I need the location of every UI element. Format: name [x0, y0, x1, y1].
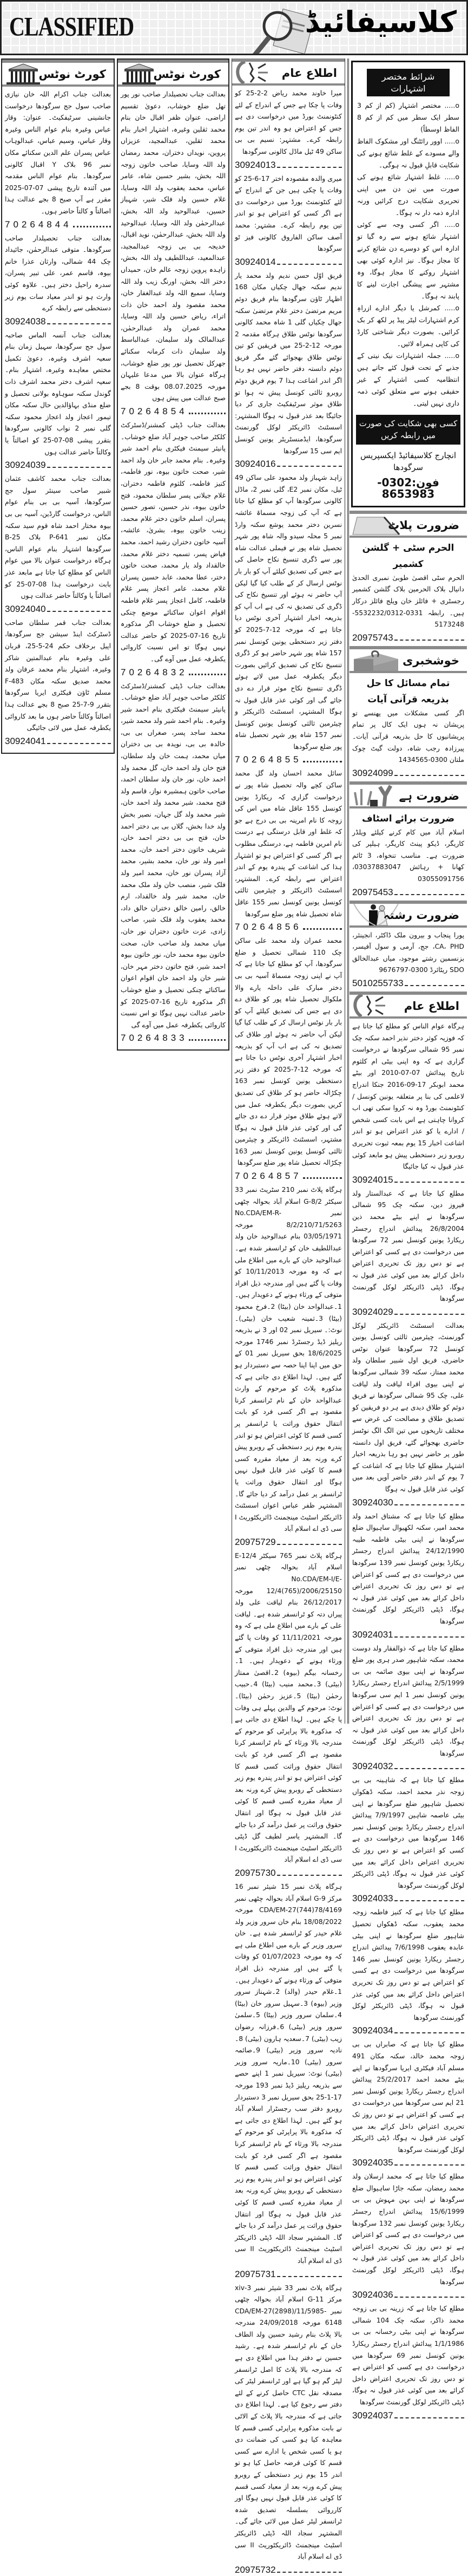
code-leader-line — [189, 1039, 226, 1041]
classified-ad — [235, 173, 342, 268]
ad-reference-code — [352, 886, 464, 898]
ad-reference-code — [5, 459, 111, 471]
ad-code-number: 70264832 — [121, 667, 188, 677]
right-column — [347, 58, 467, 2421]
code-leader-line — [394, 1182, 464, 1183]
classified-ad — [235, 2282, 342, 2576]
ad-code-number: 30924036 — [352, 2290, 393, 2300]
classified-ad — [352, 1775, 464, 1905]
code-leader-line — [394, 2164, 464, 2166]
section-header-right1 — [350, 646, 467, 673]
ad-code-number: 70264854 — [121, 406, 188, 417]
ad-body: ہرگاہ پلاٹ نمبر 15 شیئر نمبر 16 مرکز G-9 اسلام آباد بحوالہ چٹھی نمبر CDA/EM-27(744)78/4169 مورخہ 18/08/2022 بنام خان سرور وزیر ولد غلام حیدر کو ٹرانسفر شدہ ہے۔ خان سرور وزیر کے بارے میں اطلاع ملی ہے کہ وہ مورخہ 01/07/2023 کو وفات پا گئے ہیں اور مندرجہ ذیل افراد متوفی کے ورثاء ہونے کے دعویدار ہیں۔ 1۔غلام حیدر (والد) 2۔شہناز سرور وزیر (بیوہ) 3۔سہیل سرور خان (بیٹا) 4۔سلمان سرور وزیر (بیٹا) 5۔سلمیٰ سرور وزیر (بیٹی) 6۔فرزانہ رضوان زیب (بیٹی) 7۔سعدیہ ہارون (بیٹی) 8۔نادیہ سرور وزیر (بیٹی) 9۔صائمہ سرور (بیٹی) 10۔ماریہ سرور وزیر (بیٹی) نوٹ: سیریل نمبر 1 اپنے حصے سے بذریعہ ریلیز ڈیڈ نمبر 193 مورخہ 17-1-25 بحق سیریل نمبر 3 دستبردار روبرو دفتر سب رجسٹرار اسلام آباد ہو گئے ہیں۔ لہذا اطلاع دی جاتی ہے کہ مذکورہ بالا پراپرٹی کو مرحوم کے مندرجہ بالا ورثاء کے نام ٹرانسفر کرنا مقصود ہے اگر کسی فرد کو بابت انتقال حقوق وراثت کسی قسم کا کوئی اعتراض ہو تو اندر پندرہ یوم زیر دستخطی کے روبرو پیش کرے ورنہ بعد از معیاد مقررہ کسی قسم کا کوئی عذر قابل قبول نہ ہوگا اور انتقال حقوق وراثت پر عمل درآمد کر دیا جائے گا۔ المشتہر سجاد اللہ ڈپٹی ڈائریکٹر اسٹیٹ مینجمنٹ ڈائریکٹوریٹ II سی ڈی اے اسلام آباد — [235, 1882, 342, 2265]
ad-body: الحرم سٹی اقصیٰ طوبیٰ نمبری الحدیٰ دانیال بلاک الحرمین بلاک گلشن کشمیر رجسٹری + فائلز خان ویلج فائلز درکار ہیں۔ رابطہ 0331-5532232/0312-5173248 — [352, 573, 464, 629]
classified-ad — [352, 1320, 464, 1509]
ad-code-number: 20975453 — [352, 886, 393, 897]
code-leader-line — [277, 466, 342, 467]
code-leader-line — [277, 167, 342, 168]
classified-ad — [352, 572, 464, 644]
ad-reference-code — [235, 159, 342, 171]
terms-list — [357, 100, 459, 409]
classified-ad — [235, 1184, 342, 1548]
code-leader-line — [47, 743, 111, 744]
ad-reference-code — [235, 458, 342, 470]
incharge-label: انچارج کلاسیفائیڈ ایکسپریس سرگودھا — [360, 451, 457, 472]
code-leader-line — [73, 226, 111, 227]
ad-body: مطلع کیا جاتا ہے کہ مشتاق احمد ولد محمد امیر، سکنہ لکھیوال ساہیوال ضلع سرگودھا نے اپنی بیٹی فاطمہ طیبہ 24/12/1990 پیدائش اندراج رجسٹر ریکارڈ یونین کونسل نمبر 139 سرگودھا میں درخواست دی ہے کسی کو اعتراض ہے تو دس روز تک تحریری اعتراض داخل کرائے بعد میں کوئی عذر قبول نہ ہوگا، ڈپٹی ڈائریکٹر لوکل گورنمنٹ سرگودھا — [352, 1512, 465, 1625]
section-header-right0 — [350, 511, 467, 538]
ad-body: فریق اوّل حسن ندیم ولد محمد یار ندیم سکنہ جھال چکیاں مکان 168 اظہار ٹاؤن سرگودھا بنام فریق دوئم مریم مرتضیٰ دختر غلام مرتضیٰ سکنہ جھال چکیاں گلی 1 شاہ محمد کالونی سرگودھا نوٹس طلاق ہرگاہ مقدمہ 2 مورخہ 12-2-25 میں فریقین کو تین نوٹس طلاق بھجوائے گئے مگر فریق دوئم دانستہ دفتر حاضر نہیں ہو رہا اگر اندر اشاعت ہذا 7 یوم فریق دوئم روبرو ثالثی کونسل پیش نہ ہوا تو طلاق موثر سرٹیفکیٹ جاری کر دیا جائیگا بعد عذر قبول نہ ہوگا المشتہر: اسسٹنٹ ڈائریکٹر لوکل گورنمنٹ سرگودھا، ایڈمنسٹریٹر یونین کونسل ایم سی 15 سرگودھا — [235, 271, 342, 455]
classified-ad — [5, 89, 111, 231]
ad-body: میری والدہ مقصودہ اختر 17-6-25 کو وفات پا چکی ہیں جن کے اندراج کے لئے کنٹونمنٹ بورڈ میں درخواست دی ہے اگر کسی کو اعتراض ہو تو اندر تین یوم رابطہ کرے۔ مشتہر: محمد آصف ساکن الفاروق کالونی فیز ٹو سرگودھا — [235, 174, 342, 253]
ad-reference-code — [352, 767, 464, 779]
ad-code-number: 20975730 — [235, 1867, 276, 1878]
ad-reference-code — [352, 1629, 464, 1641]
section-title: اطلاع عام — [404, 1000, 459, 1013]
ad-reference-code — [352, 2157, 464, 2169]
ad-code-number: 30924037 — [352, 2410, 393, 2421]
code-leader-line — [405, 985, 464, 986]
section-title: ضرورت پلاٹ — [388, 518, 459, 532]
ad-body: مطلع کیا جاتا ہے کہ ذوالفقار ولد دوست محمد، سکنہ شاہپور صدر ہری پور ضلع سرگودھا نے اپنی بیوی صائمہ بی بی 2/5/1999 پیدائش اندراج رجسٹر ریکارڈ یونین کونسل نمبر 1 ایم سی سرگودھا میں درخواست دی ہے کسی کو اعتراض ہے تو دس روز تک تحریری اعتراض داخل کرائے بعد میں کوئی عذر قبول نہ ہوگا، ڈپٹی ڈائریکٹر لوکل گورنمنٹ سرگودھا — [352, 1644, 465, 1757]
code-leader-line — [394, 2297, 464, 2298]
ad-reference-code — [235, 754, 342, 766]
classified-ad — [121, 681, 226, 1045]
ad-code-number: 70264857 — [235, 1171, 302, 1182]
ad-body: محمد عمران ولد محمد علی ساکن چک 110 شمالی تحصیل و ضلع سرگودھا، آپ کو مطلع کیا جاتا ہے کہ آپ نے اپنی زوجہ مسماۃ آسیہ بی بی دختر مبارک علی داخلہ یارے والا ملکوال تحصیل شاہ پور کو طلاق دے دی ہے جس کی تصدیق کیلئے آپ کو بار بار نوٹس ارسال کر کے طلب کیا گیا لیکن آپ حاضر نہ ہوئے اور طلاق کی تصدیق نہ کی ہے اب آپ کو بذریعہ اخبار اشتہار آخری نوٹس دیا جاتا ہے کہ مورخہ 12-7-2025 کو دفتر زیر دستخطی یونین کونسل نمبر 163 چکڑالہ حاضر ہو کر طلاق کی تصدیق کریں بصورت دیگر یکطرفہ عمل میں لاتے ہوئے طلاق موثر قرار دے دی جائے گی اور کوئی عذر قابل قبول نہ ہوگا مشتہر، اسسٹنٹ ڈائریکٹر و چیئرمین ثالثی کونسل یونین کونسل نمبر 163 چکڑالہ تحصیل شاہ پور ضلع سرگودھا — [235, 937, 342, 1167]
code-leader-line — [189, 413, 226, 414]
ad-code-number: 30924032 — [352, 1761, 393, 1772]
section-title: ضرورت رشتہ — [383, 908, 459, 922]
ad-body: مطلع کیا جاتا ہے کہ عبدالستار ولد فیروز دین، سکنہ چک 95 شمالی سرگودھا نے اپنے بیٹے محمد ذین 26/8/2004 پیدائش اندراج رجسٹر ریکارڈ یونین کونسل نمبر 72 سرگودھا میں درخواست دی ہے کسی کو اعتراض ہے تو دس روز تک تحریری اعتراض داخل کرائے بعد میں کوئی عذر قبول نہ ہوگا، ڈپٹی ڈائریکٹر لوکل گورنمنٹ سرگودھا — [352, 1189, 464, 1303]
code-leader-line — [303, 928, 342, 930]
ad-reference-code — [5, 316, 111, 328]
ad-reference-code — [352, 1306, 464, 1318]
section-headline: تمام مسائل کا حل بذریعہ قرآنی آیات — [366, 677, 450, 705]
code-leader-line — [47, 467, 111, 468]
ad-reference-code — [235, 1170, 342, 1182]
ad-code-number: 70264856 — [235, 922, 302, 932]
ad-body: سائل محمد احسان ولد گل محمد ساکن کچے والہ تحصیل شاہ پور نے درخواست گزاری کہ ریکارڈ یونین کونسل 155 عاقل شاہ میں اس کی زوجہ کا نام امرینہ بی بی درج ہے جو کہ غلط اور قابل درستگی ہے درست نام امرین فاطمہ ہے، درستگی مطلوب ہے اگر کسی کو اعتراض ہو تو اشتہار ہذا کی اشاعت کے پندرہ یوم کے اندر اعتراض سے رابطہ کرے۔ المشتہر، اسسٹنٹ ڈائریکٹر و چیئرمین ثالثی کونسل یونین کونسل نمبر 155 عاقل شاہ تحصیل شاہ پور ضلع سرگودھا — [235, 769, 342, 918]
section-header-right3 — [350, 901, 467, 928]
ad-reference-code — [235, 256, 342, 268]
code-leader-line — [394, 2032, 464, 2033]
ad-reference-code — [5, 219, 111, 231]
ad-body: مطلع کیا جاتا ہے کہ زرینہ بی بی زوجہ محمد ذاکر، سکنہ چک 104 شمالی سرگودھا نے اپنی بیٹی رخسانہ بی بی 1/1/1986 پیدائش اندراج رجسٹر ریکارڈ یونین کونسل نمبر 69 سرگودھا میں درخواست دی ہے کسی کو اعتراض ہے تو دس روز تک تحریری اعتراض داخل کرائے بعد میں کوئی عذر قبول نہ ہوگا، ڈپٹی ڈائریکٹر لوکل گورنمنٹ سرگودھا — [352, 2305, 465, 2406]
ad-body: مطلع کیا جاتا ہے کہ کنیز فاطمہ زوجہ محمد یعقوب، سکنہ ڈھکواں تحصیل شاہپور ضلع سرگودھا نے اپنی بیٹی عابدہ یعقوب 7/6/1998 پیدائش اندراج رجسٹر ریکارڈ یونین کونسل نمبر 146 سرگودھا میں درخواست دی ہے کسی کو اعتراض ہے تو دس روز تک تحریری اعتراض داخل کرائے بعد میں کوئی عذر قبول نہ ہوگا، ڈپٹی ڈائریکٹر لوکل گورنمنٹ سرگودھا — [352, 1908, 464, 2021]
ad-code-number: 30924035 — [352, 2157, 393, 2168]
ad-reference-code — [5, 735, 111, 747]
court-notice-column-2 — [117, 58, 229, 1051]
terms-item: o..... جملہ اشتہارات نیک نیتی کے جذبے کے تحت قبول کئے جاتے ہیں انتظامیہ کسی اشتہار کے غیر حقیقی ہونے سے متعلق کوئی ذمہ داری نہیں لیتی۔ — [357, 350, 459, 409]
section-header-col2 — [232, 58, 345, 86]
code-leader-line — [394, 640, 464, 641]
classified-ad — [235, 1881, 342, 2280]
classified-ad — [235, 1550, 342, 1879]
classified-ad — [352, 1188, 464, 1318]
ad-reference-code — [235, 921, 342, 933]
ad-code-number: 20975743 — [352, 632, 393, 643]
classified-ad — [352, 1907, 464, 2037]
ad-code-number: 30924040 — [5, 603, 46, 614]
ad-reference-code — [121, 1032, 226, 1044]
ad-body: بعدالت جناب محمد کاشف عثمان شبیر صاحب سینئر سول جج سرگودھا، آسیہ بی بی بنام عوام الناس، درخواست گارڈین، آسیہ بی بی بیوہ مختار احمد شاہ قوم سید سکنہ مکان نمبر P-641 بلاک B-25 سرگودھا اشتہار بنام عوام الناس، ہرگاہ درخواست عنوان بالا میں عوام الناس کو مطلع کیا جاتا ہے مابعد عذر بابت درخواست ہذا 08-07-25 کو اصالتاً یا وکالتاً حاضر عدالت ہوں — [5, 475, 111, 600]
ad-body: ہرگاہ پلاٹ نمبر 33 شیئر نمبر 3-xiv مرکز G-11 اسلام آباد بحوالہ چٹھی نمبر CDA/EM-27(2898)/11/5985-6148 مورخہ 24/09/2018 مندرجہ بالا پلاٹ بنام رشید حسین ولد الطاف خان کے نام ٹرانسفر شدہ ہے۔ رشید حسین نے دفتر ہذا میں اطلاع دی ہے کہ مندرجہ بالا پلاٹ کا اصل ٹرانسفر لیٹر گم ہو گیا ہے اور ٹرانسفر لیٹر کی مصدقہ نقل CTC حاصل کرنے کے لئے دفتر سے رجوع کیا ہے۔ لہذا اطلاع دی جاتی ہے کہ مندرجہ بالا پلاٹ کے الاٹی نے بابت مذکورہ پراپرٹی کسی قسم کا معاہدہ کیا ہو کسی کی ضمانت دی ہو یا کسی شخص یا ادارے سے کسی قسم کا کوئی قرضہ حاصل کیا ہو تو اندر 15 یوم زیر دستخطی کے روبرو پیش کرے ورنہ بعد از معیاد کسی قسم کا کوئی عذر قابل قبول نہیں ہوگا اور کارروائی بسلسلہ تصدیق شدہ ٹرانسفر لیٹر عمل میں لائی جائے گی۔ المشتہر سجاد اللہ ڈپٹی ڈائریکٹر اسٹیٹ مینجمنٹ ڈائریکٹوریٹ II سی ڈی اے اسلام آباد — [235, 2284, 342, 2561]
ad-code-number: 30924015 — [352, 1174, 393, 1185]
section-headline: ضرورت برائے اسٹاف — [361, 813, 455, 824]
section-header-col0 — [2, 60, 114, 87]
classified-ad — [352, 708, 464, 779]
code-leader-line — [303, 1177, 342, 1179]
terms-item: o..... غلط اشتہار شائع ہونے کی صورت میں تین دن میں اپنی تحریری شکایت درج کرائیں ورنہ ادارہ ذمہ دار نہ ہوگا۔ — [357, 171, 459, 219]
ad-reference-code — [352, 1760, 464, 1772]
section-title: کورٹ نوٹس — [153, 68, 221, 81]
ad-code-number: 70264855 — [235, 754, 302, 765]
ad-reference-code — [352, 2410, 464, 2422]
classified-ad — [352, 1643, 464, 1773]
classified-ad — [352, 2303, 464, 2421]
code-leader-line — [394, 2417, 464, 2418]
ad-code-number: 70264844 — [5, 219, 72, 230]
ad-terms-box — [351, 61, 465, 507]
ad-body: بعدالت اسسٹنٹ ڈائریکٹر لوکل گورنمنٹ، چیئرمین ثالثی کونسل یونین کونسل 72 سرگودھا عنوان نوٹس حاضری، فریق اول شبیر سلطان ولد محمد ممتاز، سکنہ 39 شمالی سرگودھا نے اپنی بیوی اقراء لیاقت ولد لیاقت علی، چک 95 شمالی سرگودھا نے فریق دوئم کو طلاق دیدی ہے ہر دو فریقین کو تصدیق طلاق و مصالحت کی غرض سے مختلف تاریخوں میں تین الگ الگ نوٹسز حاضری بھجوائے گئے، فریق اول دانستہ طور پر حاضر نہیں ہو رہا بذریعہ اخبار اشتہار مطلع کیا جاتا ہے کہ اشاعت کے 7 یوم کے اندر دفتر حاضر آویں بعد میں کوئی عذر قابل قبول نہ ہوگا — [352, 1321, 464, 1493]
code-leader-line — [277, 2276, 342, 2277]
section-title: کورٹ نوٹس — [38, 68, 106, 81]
code-leader-line — [394, 894, 464, 895]
code-leader-line — [189, 674, 226, 675]
terms-item: o..... مختصر اشتہار (کم از کم 3 سطر ایک سطر میں کم از کم 8 الفاظ اوسطاً) — [357, 100, 459, 135]
ad-reference-code — [235, 1536, 342, 1548]
code-leader-line — [394, 1636, 464, 1638]
ad-reference-code — [121, 667, 226, 679]
code-leader-line — [394, 775, 464, 776]
ad-reference-code — [235, 2564, 342, 2576]
ad-reference-code — [352, 1893, 464, 1905]
ad-code-number: 20975729 — [235, 1536, 276, 1547]
section-header-right4 — [350, 992, 467, 1019]
ad-body: بعدالت جناب تحصیلدار صاحب سرگودھا۔ متوفی عبدالرحمٰن، جائیداد چک 44 شمالی، وارثان عذرا خانم بیوہ، قاسم عمر، علی تبیر پسران، سدرہ راحیل دختر ہیں۔ علاوہ کوئی وارث ہو تو اندر معیاد سات یوم زیر دستخطی سے رابطہ کرے — [5, 234, 111, 312]
classified-ad — [121, 89, 226, 418]
section-title: اطلاع عام — [281, 67, 337, 80]
terms-item: o..... اوور رائٹنگ اور مشکوک الفاظ والے مسودے کے غلط شائع ہونے کی شکایت قابلِ قبول نہ ہوگی۔ — [357, 135, 459, 171]
public-notice-column — [232, 58, 345, 2575]
ad-body: مطلع کیا جاتا ہے کہ محمد ارسلان ولد محمد رمضان، سکنہ جاڑا ساہیوال ضلع سرگودھا نے اپنی بہن مہوش بی بی 15/6/1999 پیدائش اندراج رجسٹر ریکارڈ یونین کونسل نمبر 132 سرگودھا میں درخواست دی ہے کسی کو اعتراض ہے تو دس روز تک تحریری اعتراض داخل کرائے بعد میں کوئی عذر قبول نہ ہوگا، ڈپٹی ڈائریکٹر لوکل گورنمنٹ سرگودھا — [352, 2173, 465, 2286]
classified-ad — [352, 2171, 464, 2301]
code-leader-line — [303, 761, 342, 762]
ad-code-number: 30924030 — [352, 1497, 393, 1508]
ad-body: ہرگاہ پلاٹ نمبر 210 سٹریٹ نمبر 33 سیکٹر G-8/2 اسلام آباد بحوالہ چٹھی نمبر No.CDA/EM-R-8/2/210/71/5263 مورخہ 03/05/1971 بنام عبدالوحید خان ولد عبداللطیف خان کو ٹرانسفر شدہ ہے۔ عبدالوحید خان کے بارے میں اطلاع ملی ہے کہ وہ مورخہ 10/11/2013 کو وفات پا گئے ہیں اور مندرجہ ذیل افراد متوفی کے ورثاء ہونے کے دعویدار ہیں۔ 1۔عبدالواحد خان (بیٹا) 2۔فرخ محمود (بیٹا) 3۔ثمینہ شعیب خان (بیٹی)۔ نوٹ:۔ سیریل نمبر 02 اور 3 نے بذریعہ ریلیز ڈیڈ رجسٹرڈ نمبر 1746 مورخہ 18/6/2025 بحق سیریل نمبر 01 کے حق میں اپنا اپنا حصہ سے دستبردار ہو گئے ہیں۔ لہذا اطلاع دی جاتی ہے کہ مذکورہ پلاٹ کو مرحوم کے وارث عبدالواحد خان کے نام ٹرانسفر کرنا مقصود ہے اگر کسی فرد کو بابت انتقال حقوق وراثت یا ٹرانسفر پر کسی قسم کا کوئی اعتراض ہو تو اندر پندرہ یوم زیر دستخطی کے روبرو پیش کرے ورنہ بعد از معیاد مقررہ کسی قسم کا کوئی عذر قابل قبول نہیں ہوگا اور انتقال حقوق وراثت یا ٹرانسفر پر عمل درآمد کر دیا جائے گا۔ المشتہر ظفر عباس اعوان اسسٹنٹ ڈائریکٹر اسٹیٹ مینجمنٹ ڈائریکٹوریٹ I سی ڈی اے اسلام آباد — [235, 1186, 342, 1533]
ad-code-number: 20975732 — [235, 2564, 276, 2575]
ad-reference-code — [352, 977, 464, 989]
section-headline: الحرم سٹی + گلشن کشمیر — [362, 542, 454, 570]
banner-title-english: CLASSIFIED — [9, 11, 134, 42]
classified-ad — [235, 472, 342, 766]
ad-reference-code — [352, 2025, 464, 2037]
ad-code-number: 30924016 — [235, 459, 276, 469]
complaint-band: کسی بھی شکایت کی صورت میں رابطہ کریں — [356, 415, 460, 445]
section-title: ضرورت ہے — [399, 789, 459, 803]
classified-ad — [5, 473, 111, 615]
ad-reference-code — [121, 406, 226, 418]
ad-body: زاہد شہباز ولد محمود علی ساکن 49 ٹیل، مکان نمبر E2، گلی نمبر 2، ماڈل کالونی سرگودھا آپ کو مطلع کیا جاتا ہے کہ آپ کی زوجہ مسماۃ عائشہ نسرین دختر محمد یوشع سکنہ وارڈ نمبر 5 محلہ سیدو والہ شاہ پور شہر تحصیل شاہ پور نے فیملی عدالت شاہ پور سے ڈگری تنسیخ نکاح حاصل کی ہے جس کی تصدیق کیلئے آپ کو بار بار نوٹس ارسال کر کے طلب کیا گیا لیکن آپ حاضر نہ ہوئے اور تنسیخ نکاح کی ڈگری کی تصدیق نہ کی ہے اب آپ کو بذریعہ اخبار اشتہار آخری نوٹس دیا جاتا ہے کہ مورخہ 12-7-2025 کو دفتر زیر دستخطی یونین کونسل نمبر 157 شاہ پور شہر حاضر ہو کر ڈگری تنسیخ نکاح کی تصدیق کرائیں بصورت دیگر یکطرفہ عمل میں لاتے ہوئے ڈگری تنسیخ نکاح موثر قرار دے دی جائے گی اور کوئی عذر قابل قبول نہ ہوگا المشتہر، اسسٹنٹ ڈائریکٹر و چیئرمین ثالثی کونسل یونین کونسل نمبر 157 شاہ پور شہر تحصیل شاہ پور ضلع سرگودھا — [235, 474, 342, 751]
ad-reference-code — [235, 1867, 342, 1879]
classified-ad — [352, 1021, 464, 1186]
court-notice-column-1 — [1, 58, 115, 754]
ad-code-number: 30924039 — [5, 460, 46, 471]
ad-body: بعدالت جناب ڈپٹی کمشنر/ڈسٹرکٹ کلکٹر صاحب جوہر آباد ضلع خوشاب۔ پانیئر سیمنٹ فیکٹری بنام احمد شیر وغیرہ۔ بنام محمد جابر خان ولد احمد شیر، صحت خاتون بیوہ، نور فاطمہ، کنیز فاطمہ، کلثوم فاطمہ دختران، غلام جیلانی پسر سلطان محمود، فتح خاتون بیوہ، نذر حسین، تصور حسین پسران، اسلم خاتون دختر غلام محمد، زینب خاتون بیوہ، بشریٰ، عائشہ، آسیہ خاتون دختران رشید احمد، محمد فیاض پسر، تسمیہ دختر غلام محمد، خالقداد ولد یار محمد، صحت خاتون دختر، عطا محمد، عابد حسین پسران غلام محمد، عامر اعجاز پسر غلام فاطمہ، کامل اعجاز پسر غلام فاطمہ اقوام اعوان ساکنائے موضع چنکی تحصیل و ضلع خوشاب اگر مذکورہ تاریخ 16-07-2025 کو حاضر عدالت نہیں ہوگا تو اس نسبت کاروائی یکطرفہ عمل میں آوے گی۔ — [121, 421, 226, 663]
contact-phone: فون:0302-8653983 — [377, 475, 439, 501]
ad-code-number: 30924038 — [5, 316, 46, 327]
section-header-col1 — [118, 60, 228, 87]
classified-ad — [235, 270, 342, 471]
classified-ad — [235, 935, 342, 1182]
code-leader-line — [47, 611, 111, 612]
ad-body: بعدالت جناب قمر سلطان صاحب ڈسٹرکٹ اینڈ سیشن جج سرگودھا، اپیل برخلاف حکم 24-5-25، قربان علی وغیرہ بنام عبدالمتین شاکر وغیرہ، اشتہار بنام محمد عرفان ولد محمد صدیق سکنہ مکان F-483 مسلم ٹاؤن فیکٹری ایریا سرگودھا بتقرر 9-7-25 صبح 8 بجے عدالت ہذا اصالتاً وکالتاً حاضر ہوں ما بعد کاروائی یکطرفہ عمل میں لائی جائیگی — [5, 618, 111, 732]
code-leader-line — [277, 264, 342, 265]
classified-ad — [352, 1511, 464, 1641]
ad-code-number: 30924033 — [352, 1893, 393, 1904]
terms-item: o..... کمرشل یا دیگر ادارے ازراہِ کرم اشتہارات لیٹر پیڈ پر لکھ کر بک کرائیں۔ بصورت دیگر شناختی کارڈ کی کاپی ہمراہ لائیں۔ — [357, 302, 459, 350]
ad-reference-code — [352, 632, 464, 644]
ad-code-number: 30924013 — [235, 159, 276, 170]
ad-body: ہرگاہ عوام الناس کو مطلع کیا جاتا ہے کہ فوزیہ کوثر دختر نذیر احمد سکنہ چک نمبر 95 شمالی سرگودھا نے درخواست گزاری ہے کہ وہ اپنی بیٹی ام کلثوم تاریخ پیدائش 07-07-2010 اور بیٹے محمد ابوبکر 17-09-2016 جنکا اندراج لاعلمی کی بنا پر متعلقہ یونین کونسل / کنٹونمنٹ بورڈ وہ نہ کروا سکی تھی اب کروانا چاہتی ہے اس بابت کسی شخص / ادارے یا کو عذر اعتراض ہو تو اندر اشاعت اخبار 15 یوم بمعہ ثبوت تحریری روبرو زیر دستخطی پیش ہو مابعد کوئی عذر قبول نہ کیا جائیگا — [352, 1022, 464, 1171]
ad-body: بعدالت جناب تحصیلدار صاحب نور پور تھل ضلع خوشاب، دعویٰ تقسیم اراضی، عنوان ظفر اقبال خان بنام محمد ثقلین وغیرہ، اشتہار اخبار بنام محمد ثقلین، عبدالمجید، عزیزاں پروین، نویداں دختران، محمد رمضان ولد اللہ وسایا، صاحب خاتون زوجہ اللہ بخش، بشیر حسین شاہ، عامر عباس، محمد یعقوب ولد اللہ وسایا، غلام حسین ولد فلک شیر، شہباز حسین، عبدالوحید ولد اللہ بخش، عبدالرحمٰن ولد اللہ وسایا، عبدالوحید ولد اللہ بخش، عبدالرحمٰن، نوید اقبال، خدیجہ بی بی زوجہ عبدالمجید، عبدالمعید، عبداللطیف ولد اللہ بخش، زاہدہ پروین زوجہ عالم خان، حمیداں دختر اللہ بخش، اورنگ زیب ولد اللہ وسایا، سمیع اللہ ولد عبدالغفار خان، محمد مقصود ولد احمد خان ذات اتراء، ریاض حسین ولد اللہ وسایا، محمد عمران ولد عبدالرحمٰن، عبدالمالک ولد سلیمان، عبدالباسط ولد سلیمان ذات کرمانہ سکنائے جھرکل تحصیل نور پور ضلع خوشاب، ہرگاہ عنوان بالا میں مدعا علیہان مورخہ 08.07.2025 بوقت 8 بجے صبح عدالت میں پیش ہوں — [121, 90, 226, 402]
classified-ad — [5, 330, 111, 472]
classified-ad — [5, 617, 111, 747]
ad-code-number: 5010255733 — [352, 978, 404, 989]
code-leader-line — [277, 1544, 342, 1545]
section-title: خوشخبری — [403, 654, 459, 667]
classified-banner — [0, 0, 468, 55]
ad-code-number: 30924029 — [352, 1306, 393, 1317]
terms-item: o..... اگر کسی وجہ سے کوئی اشتہار شائع ہونے سے رہ گیا تو ادارہ اس کو دوسرے دن شائع کرنے کا مجاز ہوگا۔ نیز ادارہ کوئی بھی اشتہار روکنے کا مجاز ہوگا، وہ مشتہر سے پیشگی اجازت لینے کا پابند نہ ہوگا۔ — [357, 219, 459, 302]
ad-body: بعدالت جناب ڈپٹی کمشنر/ڈسٹرکٹ کلکٹر صاحب جوہر آباد ضلع خوشاب۔ پانیئر سیمنٹ فیکٹری بنام احمد شیر وغیرہ۔ بنام احمد شیر ولد محمد شیر، محمد ساجد پسر، صغراں بی بی، خالدہ بی بی، نویدہ بی بی دختران میاں محمد، ہمت خان ولد سلطان، فتح خان ولد احمد خان، گل محمد ولد احمد خان، نور خان ولد سلطان احمد، صاحب خاتون ہمشیرہ نواز، قاسم ولد فتح محمد، شیر محمد ولد احمد خان، شیر محمد ولد گل جہان، نصیر بخش ولد خدا بخش، گلاں بی بی دختر احمد خان، فتح بی بی دختر احمد خان، شریف خاتون دختر احمد خان، محمد امیر ولد نور خان، محمد بشیر، محمد آزاد پسران نور خان، محمد امیر ولد فلک شیر، منصب خان ولد ملک محمد خان، محمد شیر ولد خالقداد، ارم خالق، رامین خالق دختران خالق داد، محمد یعقوب ولد فلک شیر، صاحب زادی، عزت خاتون دختران نور خان، میاں محمد ولد صاحب خان، صحت خاتون بیوہ محمد خان، نور خاتون بیوہ احمد شیر، فتح خاتون دختر مہر خان، شیر خان ولد احمد خان اقوام اعوان ساکنائے چنکی تحصیل و ضلع خوشاب اگر مذکورہ تاریخ 16-07-2025 کو حاضر عدالت نہیں ہوگا تو اس نسبت کاروائی یکطرفہ عمل میں آوے گی — [121, 682, 226, 1029]
ad-code-number: 30924034 — [352, 2025, 393, 2036]
code-leader-line — [394, 1768, 464, 1769]
classified-ad — [352, 930, 464, 989]
ad-body: پورا پنجاب و بیرون ملک ڈاکٹر، انجینئر، CA، PHD، جج، آرمی و سول آفیسر، بزنسمین رشتے موجود، میاں عبدالخالق SDO ریٹائرڈ 0300-9676797 — [352, 931, 464, 974]
classified-ad — [352, 2039, 464, 2169]
banner-title-urdu: کلاسیفائیڈ — [305, 5, 457, 39]
code-leader-line — [277, 2572, 342, 2573]
ad-body: اسلام آباد میں کام کرنے کیلئے ویلڈر کاریگر، ڈیکو پینٹ کاریگر، ہیلپر کی ضرورت ہے۔ مناسب تنخواہ، 3 ٹائم کھانا + رہائش 03037883047، 03055091756 — [352, 828, 465, 883]
ad-reference-code — [5, 603, 111, 615]
classified-ad — [235, 88, 342, 171]
ad-code-number: 30924031 — [352, 1629, 393, 1640]
ad-body: ہرگاہ پلاٹ نمبر 765 سیکٹر E-12/4 اسلام آباد بحوالہ چٹھی نمبر No.CDA/EM-I/E-12/4(765)/2006/25150 مورخہ 26/12/2017 بنام لیاقت علی ولد پیراں دتہ کو ٹرانسفر شدہ ہے۔ لیاقت علی کے بارے میں اطلاع ملی ہے کہ وہ مورخہ 11/11/2021 کو وفات پا گئے ہیں اور مندرجہ ذیل افراد متوفی کے ورثاء ہونے کے دعویدار ہیں۔ 1۔رخسانہ بیگم (بیوہ) 2۔اقصیٰ ممتاز (بیٹی) 3۔محمد منیب (بیٹا) 4۔حبیب رحمٰن (بیٹا) 5۔عزیز رحمٰن (بیٹا)۔ نوٹ: مرحوم کے والدین پہلے ہی وفات پا چکے ہیں۔ لہذا اطلاع دی جاتی ہے کہ مذکورہ بالا پراپرٹی کو مرحوم کے مندرجہ بالا ورثاء کے نام ٹرانسفر کرنا مقصود ہے اگر کسی فرد کو بابت انتقال حقوق وراثت کسی قسم کا کوئی اعتراض ہو تو اندر پندرہ یوم زیر دستخطی کے روبرو پیش کرے ورنہ بعد از معیاد مقررہ کسی قسم کا کوئی عذر قابل قبول نہ ہوگا اور انتقال حقوق وراثت پر عمل درآمد کر دیا جائے گا۔ المشتہر یاسر لطیف گل ڈپٹی ڈائریکٹر اسٹیٹ مینجمنٹ ڈائریکٹوریٹ I سی ڈی اے اسلام آباد — [235, 1551, 342, 1864]
ad-code-number: 30924099 — [352, 767, 393, 778]
ad-body: بعدالت جناب آنسہ الماس صاحبہ سول جج سرگودھا، سہیل زمان بنام سعیہ اشرف وغیرہ، دعویٰ تکمیل مختص معاہدہ وغیرہ، اشتہار بنام۔ سعیہ اشرف دختر محمد اشرف ذات گوندل سکنہ سوہاوہ بولانی تحصیل و ضلع منڈی بہاؤالدین حال سکنہ مکان تیمور اعجاز ولد اعجاز محمود سکنہ گلی نمبر 2 نواب کالونی سرگودھا بتقرر پیشی 08-07-25 کو اصالتاً یا وکالتاً حاضر عدالت ہوں — [5, 331, 111, 456]
ad-code-number: 30924041 — [5, 735, 46, 746]
classified-ad — [5, 233, 111, 328]
ad-body: بعدالت جناب اکرام اللہ خان نیازی صاحب سول جج سرگودھا درخواست جانشینی سرٹیفکیٹ۔ عنوان: وقار عباس وغیرہ بنام عوام الناس وغیرہ وقار عباس، وسیم عباس، عبدالوہاب عباس پسران علم الدین سکنائے مکان نمبر 96 بلاک Y اقبال کالونی سرگودھا۔ بنام عوام الناس مقدمہ میں آئندہ تاریخ پیشی 07-07-2025 مقرر ہے آپ صبح 8 بجے عدالت ہذا اصالتاً و کالتاً حاضر ہوں۔ — [5, 90, 111, 215]
ad-body: مطلع کیا جاتا ہے کہ شاہینہ بی بی زوجہ نذر محمد احمد، سکنہ ڈھکواں تحصیل شاہپور ضلع سرگودھا نے اپنی بیٹی عاصمہ شاہین 7/9/1997 پیدائش اندراج رجسٹر ریکارڈ یونین کونسل نمبر 146 سرگودھا میں درخواست دی ہے کسی کو اعتراض ہے تو دس روز تک تحریری اعتراض داخل کرائے بعد میں کوئی عذر قبول نہ ہوگا، ڈپٹی ڈائریکٹر لوکل گورنمنٹ سرگودھا — [352, 1776, 464, 1889]
classified-ad — [121, 420, 226, 678]
ad-reference-code — [235, 2268, 342, 2280]
ad-code-number: 30924014 — [235, 256, 276, 267]
code-leader-line — [47, 323, 111, 324]
ad-code-number: 20975731 — [235, 2268, 276, 2279]
ad-reference-code — [352, 1497, 464, 1509]
code-leader-line — [394, 1314, 464, 1315]
ad-body: مطلع کیا جاتا ہے کہ صابراں بی بی زوجہ محمد خالد، سکنہ مکان 491 مسلم آباد فیکٹری ایریا سرگودھا نے اپنے بیٹے محمد احمد 25/2/2017 پیدائش اندراج رجسٹر ریکارڈ یونین کونسل نمبر 21 ایم سی سرگودھا میں درخواست دی ہے کسی کو اعتراض ہے تو دس روز تک تحریری اعتراض داخل کرائے بعد میں کوئی عذر قبول نہ ہوگا، ڈپٹی ڈائریکٹر لوکل گورنمنٹ سرگودھا — [352, 2040, 465, 2154]
classified-ad — [235, 768, 342, 933]
ad-code-number: 70264833 — [121, 1033, 188, 1044]
code-leader-line — [394, 1504, 464, 1505]
terms-title: شرائط مختصر اشتہارات — [367, 69, 450, 96]
ad-reference-code — [352, 2289, 464, 2301]
ad-reference-code — [352, 1174, 464, 1186]
ad-body: اگر کسی مشکلات میں پھنسے تو پریشان نہ ہوں ایک کال پر تمام پریشانیوں کا حل بذریعہ قرآنی آیات۔ پیرزادہ رجب شاہ، دولت گیٹ چوک ملتان 0300-1434565 — [352, 709, 464, 764]
section-header-right2 — [350, 781, 467, 808]
ad-body: میرا خاوند محمد ریاض 2-2-25 کو وفات پا چکا ہے جس کے اندراج کے لئے کنٹونمنٹ بورڈ میں درخواست دی ہے جس کو اعتراض ہو وہ اندر تین یوم رابطہ کرے۔ مشتہر: نسیم بی بی ساکن 49 ٹیل ماڈل کالونی سرگودھا — [235, 89, 342, 155]
code-leader-line — [277, 1875, 342, 1876]
classified-ad — [352, 827, 464, 898]
code-leader-line — [394, 1900, 464, 1901]
